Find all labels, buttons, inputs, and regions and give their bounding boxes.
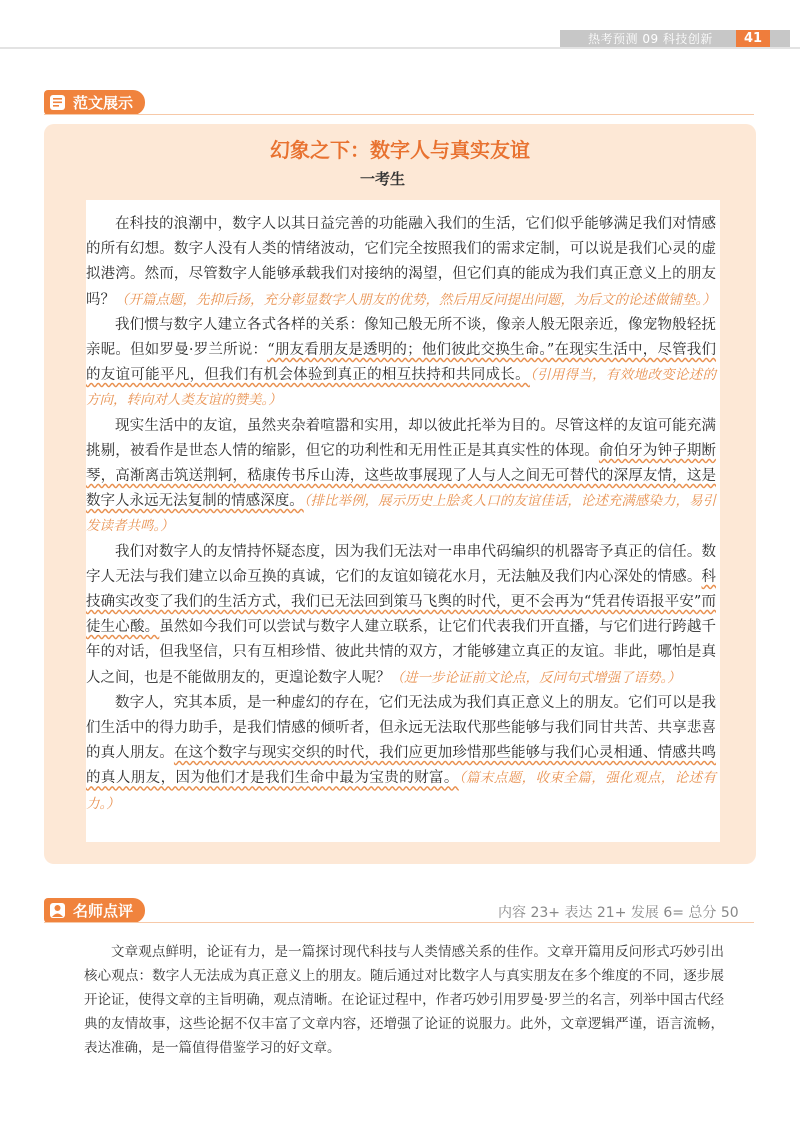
annotation: （进一步论证前文论点，反问句式增强了语势。） [390, 669, 681, 686]
essay-title: 幻象之下：数字人与真实友谊 [270, 138, 530, 162]
review-section-label: 名师点评 [73, 902, 134, 920]
essay-section-badge [44, 90, 145, 115]
score-summary: 内容 23+ 表达 21+ 发展 6= 总分 50 [498, 905, 739, 921]
essay-body [86, 212, 716, 817]
header-divider [0, 47, 800, 49]
paragraph-1: 在科技的浪潮中，数字人以其日益完善的功能融入我们的生活，它们似乎能够满足我们对情感的所有幻想。数字人没有人类的情绪波动，它们完全按照我们的需求定制，可以说是我们心灵的虚拟港湾。然而，尽管数字人能够承载我们对接纳的渴望，但它们真的能成为我们真正意义上的朋友吗？（开篇点题，先抑后扬，充分彰显数字人朋友的优势，然后用反问提出问题，为后文的论述做铺垫。） [86, 216, 716, 308]
highlighted-quote: 科技确实改变了我们的生活方式，我们已无法回到策马飞舆的时代，更不会再为“凭君传语报平安”而徒生心酸。 [86, 568, 716, 636]
paragraph-2: 我们惯与数字人建立各式各样的关系：像知己般无所不谈，像亲人般无限亲近，像宠物般轻抚亲昵。但如罗曼·罗兰所说：“朋友看朋友是透明的；他们彼此交换生命。”在现实生活中，尽管我们的友谊可能平凡，但我们有机会体验到真正的相互扶持和共同成长。（引用得当，有效地改变论述的方向，转向对人类友谊的赞美。） [86, 316, 717, 409]
section-underline [44, 922, 754, 923]
paragraph-5: 数字人，究其本质，是一种虚幻的存在，它们无法成为我们真正意义上的朋友。它们可以是我们生活中的得力助手，是我们情感的倾听者，但永远无法取代那些能够与我们同甘共苦、共享悲喜的真人朋友。在这个数字与现实交织的时代，我们应更加珍惜那些能够与我们心灵相通、情感共鸣的真人朋友，因为他们才是我们生命中最为宝贵的财富。（篇末点题，收束全篇，强化观点，论述有力。） [86, 694, 717, 812]
essay-section-label: 范文展示 [73, 94, 134, 112]
annotation: （开篇点题，先抑后扬，充分彰显数字人朋友的优势，然后用反问提出问题，为后文的论述做铺垫。） [115, 291, 716, 308]
annotation: （篇末点题，收束全篇，强化观点，论述有力。） [86, 770, 717, 812]
document-icon [50, 95, 65, 110]
review-comment: 文章观点鲜明，论证有力，是一篇探讨现代科技与人类情感关系的佳作。文章开篇用反问形式巧妙引出核心观点：数字人无法成为真正意义上的朋友。随后通过对比数字人与真实朋友在多个维度的不同，逐步展开论证，使得文章的主旨明确，观点清晰。在论证过程中，作者巧妙引用罗曼·罗兰的名言，列举中国古代经典的友情故事，这些论据不仅丰富了文章内容，还增强了论证的说服力。此外，文章逻辑严谨，语言流畅，表达准确，是一篇值得借鉴学习的好文章。 [84, 944, 724, 1056]
paragraph-4: 我们对数字人的友情持怀疑态度，因为我们无法对一串串代码编织的机器寄予真正的信任。数字人无法与我们建立以命互换的真诚，它们的友谊如镜花水月，无法触及我们内心深处的情感。科技确实改变了我们的生活方式，我们已无法回到策马飞舆的时代，更不会再为“凭君传语报平安”而徒生心酸。虽然如今我们可以尝试与数字人建立联系，让它们代表我们开直播，与它们进行跨越千年的对话，但我坚信，只有互相珍惜、彼此共情的双方，才能够建立真正的友谊。非此，哪怕是真人之间，也是不能做朋友的，更遑论数字人呢？（进一步论证前文论点，反问句式增强了语势。） [86, 543, 717, 686]
teacher-icon [50, 903, 65, 918]
paragraph-3: 现实生活中的友谊，虽然夹杂着喧嚣和实用，却以彼此托举为目的。尽管这样的友谊可能充满挑剔，被看作是世态人情的缩影，但它的功利性和无用性正是其真实性的体现。俞伯牙为钟子期断琴，高渐离击筑送荆轲，嵇康传书斥山涛，这些故事展现了人与人之间无可替代的深厚友情，这是数字人永远无法复制的情感深度。（排比举例，展示历史上脍炙人口的友谊佳话，论述充满感染力，易引发读者共鸣。） [86, 417, 717, 535]
review-section-badge [44, 898, 145, 923]
highlighted-quote: “朋友看朋友是透明的；他们彼此交换生命。”在现实生活中，尽管我们的友谊可能平凡，但我们有机会体验到真正的相互扶持和共同成长。 [86, 342, 717, 384]
section-underline [44, 114, 754, 115]
annotation: （引用得当，有效地改变论述的方向，转向对人类友谊的赞美。） [86, 367, 717, 409]
essay-author: 一考生 [360, 170, 406, 188]
highlighted-quote: 俞伯牙为钟子期断琴，高渐离击筑送荆轲，嵇康传书斥山涛，这些故事展现了人与人之间无可替代的深厚友情，这是数字人永远无法复制的情感深度。 [86, 442, 717, 510]
annotation: （排比举例，展示历史上脍炙人口的友谊佳话，论述充满感染力，易引发读者共鸣。） [86, 493, 716, 535]
highlighted-quote: 在这个数字与现实交织的时代，我们应更加珍惜那些能够与我们心灵相通、情感共鸣的真人朋友，因为他们才是我们生命中最为宝贵的财富。 [86, 745, 717, 787]
header-tag: 热考预测 09 科技创新 [588, 32, 713, 46]
page-number: 41 [736, 30, 770, 48]
